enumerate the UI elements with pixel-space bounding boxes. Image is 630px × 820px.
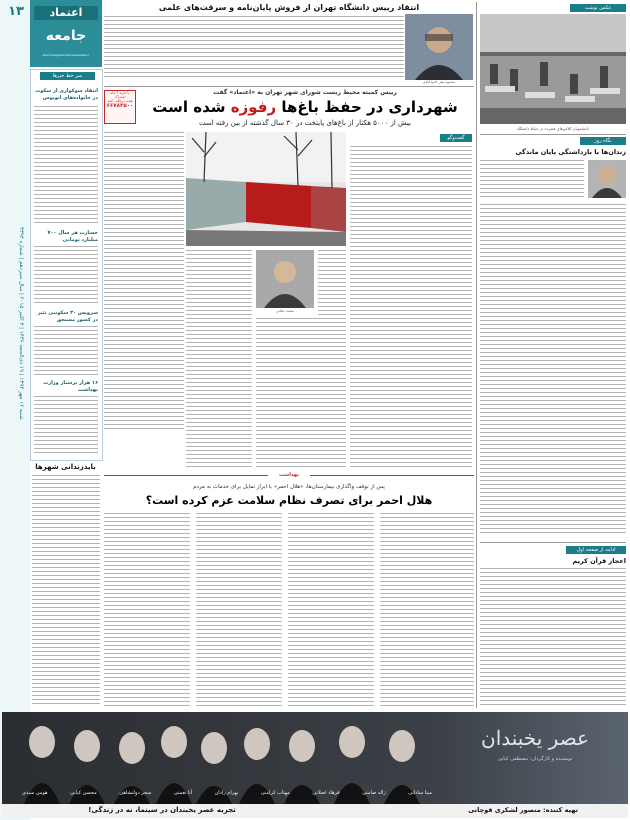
left-bottom-body: [32, 475, 100, 705]
cast-member: فرهاد اصلانی: [312, 790, 340, 796]
cover-headline-end: شده است: [152, 98, 231, 116]
cover-body-right: [350, 146, 472, 468]
left-news-headline-3: سرویس ۳۰ سکونتی تئیر در کشور مستحق: [37, 310, 98, 323]
top-story-divider: [104, 86, 474, 87]
page-number: ۱۳: [8, 4, 24, 19]
cover-photo: [186, 132, 346, 246]
cover-body-middle: [186, 250, 252, 470]
cast-member: آنا نعمتی: [173, 790, 193, 796]
column-section-label: نگاه روز: [580, 137, 626, 145]
column-body-top: [480, 160, 584, 200]
photo-section-label: عکس نوشت: [570, 4, 626, 12]
left-news-body-1: [34, 106, 98, 226]
cover-body-right-a: [318, 250, 346, 316]
campus-photo: [480, 14, 626, 124]
left-news-body-4: [34, 396, 98, 454]
top-story-headline: انتقاد رییس دانشگاه تهران از فروش پایان‌نامه و سرقت‌های علمی: [158, 3, 420, 12]
brand-logo: اعتماد: [34, 6, 98, 20]
cast-member: هومن سیدی: [22, 790, 48, 796]
health-headline: هلال احمر برای تصرف نظام سلامت عزم کرده است؟: [145, 494, 433, 507]
interview-label: گفت‌وگو: [440, 134, 472, 142]
left-news-body-3: [34, 326, 98, 376]
movie-cast-row: [22, 790, 432, 798]
top-story-photo: [405, 14, 473, 80]
cast-member: مهتاب کرامتی: [260, 790, 290, 796]
cast-member: سحر دولتشاهی: [119, 790, 152, 796]
left-news-headline-1: انتقاد سوکواری از سکوت در خانواده‌های اتوبوس: [35, 88, 98, 101]
cast-member: بهرام رادان: [214, 790, 239, 796]
health-label: بهداشت: [268, 470, 310, 480]
movie-tagline: تجربه عصر یخبندان در سینما، نه در زندگی!: [88, 806, 236, 814]
cover-kicker: رییس کمیته محیط زیست شورای شهر تهران به «اعتماد» گفت: [213, 89, 397, 96]
cover-body-center: [256, 318, 346, 468]
issue-line: شنبه ۱۲ مهر ۱۳۹۴ | ۱۹ ذی‌الحجه ۱۴۳۶ | ۳ اکتبر ۲۰۱۵ | سال سیزدهم | شماره ۳۳۹۴: [18, 227, 24, 420]
cover-subhead: بیش از ۵۰۰۰ هکتار از باغ‌های پایتخت در ۳۰ سال گذشته از بین رفته است: [199, 119, 411, 127]
top-story-photo-caption: محمود نیلی احمدآبادی: [422, 80, 456, 84]
cast-member: مینا ساداتی: [408, 790, 432, 796]
continued-section-label: ادامه از صفحه اول: [566, 546, 626, 554]
movie-director: نویسنده و کارگردان: مصطفی کیایی: [497, 756, 573, 762]
cast-member: محسن کیایی: [70, 790, 97, 796]
right-divider-1: [480, 134, 626, 135]
health-kicker: پس از توقف واگذاری بیمارستان‌ها، «هلال احمر» با ابراز تمایل برای خدمات به مردم: [193, 484, 385, 490]
cover-body-left: [104, 132, 184, 432]
ad-line-1: با خرید ۶ ماه اشتراک: [110, 91, 130, 99]
left-news-headline-2: خسارت هر سال ۷۰۰ میلیارد تومانی: [47, 230, 98, 243]
health-body-4: [380, 513, 474, 708]
cover-headline: [136, 98, 474, 116]
health-body-3: [288, 513, 374, 708]
section-title: جامعه: [45, 28, 87, 44]
left-bottom-headline: بایدزندانی شهرها: [35, 463, 96, 471]
left-box-title: سر خط خبرها: [40, 72, 95, 80]
right-divider-2: [480, 542, 626, 543]
continued-headline: اعجاز قرآن کریم: [572, 557, 626, 565]
left-news-body-2: [34, 246, 98, 306]
column-body: [480, 204, 626, 534]
cover-headline-start: شهرداری در حفظ باغ‌ها: [276, 98, 458, 116]
health-body-2: [196, 513, 282, 708]
campus-photo-caption: دانشجویان کلاس‌های فشرده در حیاط دانشگاه: [516, 126, 590, 131]
interview-photo: [256, 250, 314, 308]
interview-caption: محمد حقانی: [276, 309, 294, 313]
section-email: ejtemaei@etemadnewspaper.ir: [42, 53, 90, 57]
continued-body: [480, 568, 626, 708]
ad-phone: ۶۶۷۸۴۵۰۰: [106, 103, 134, 109]
cover-headline-highlight: رفوزه: [230, 98, 277, 116]
right-column-divider: [476, 2, 477, 708]
movie-title: عصر یخبندان: [481, 726, 589, 750]
column-headline: زندان‌ها با بازداشتگی پایان ماندگی: [515, 148, 626, 156]
left-news-headline-4: ۱۶ هزار پرستار وزارت بهداشت: [43, 380, 98, 393]
ad-line-2: هدیه دریافت کنید: [107, 99, 133, 103]
cast-member: ژاله صامتی: [362, 790, 386, 796]
health-body-1: [104, 513, 190, 708]
movie-ad[interactable]: [2, 712, 628, 818]
movie-producer: تهیه کننده: منصور لشکری قوچانی: [468, 806, 578, 814]
subscription-ad[interactable]: [104, 90, 136, 124]
top-story-body: [104, 16, 404, 80]
columnist-photo: [588, 160, 626, 198]
